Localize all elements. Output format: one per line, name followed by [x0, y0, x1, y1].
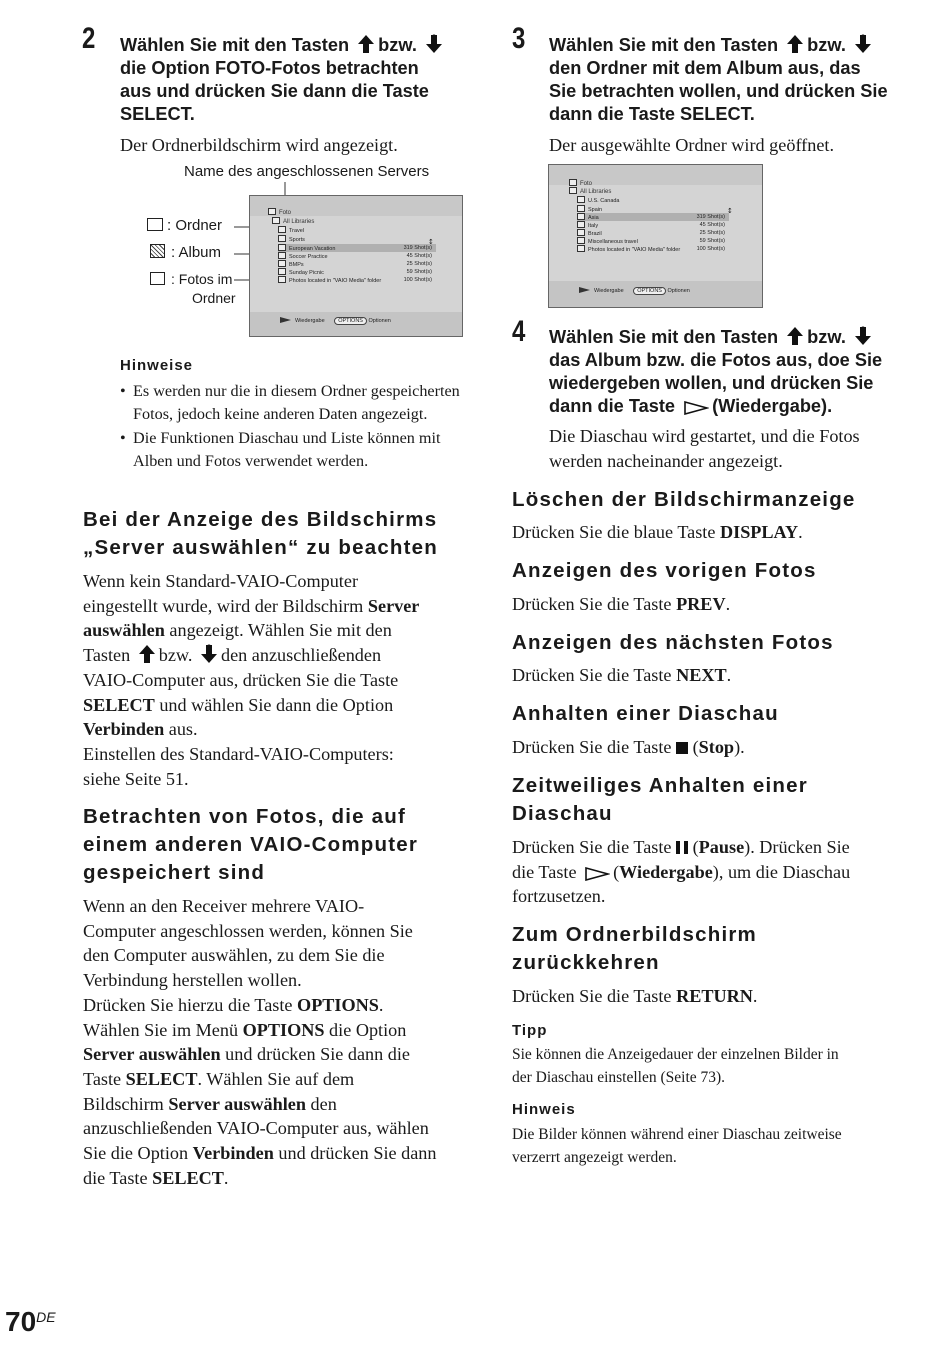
- text-line: Wählen Sie im Menü: [83, 1019, 239, 1040]
- keyword: OPTIONS: [297, 994, 379, 1015]
- heading-line: Bei der Anzeige des Bildschirms: [83, 508, 438, 531]
- row-label: Sports: [289, 237, 305, 243]
- text-line: die Taste: [512, 861, 577, 882]
- section-body: [512, 663, 731, 688]
- down-arrow-icon: [854, 34, 872, 54]
- options-label: Optionen: [667, 288, 690, 294]
- down-arrow-icon: [854, 326, 872, 346]
- photos-icon: [150, 272, 165, 285]
- pause-icon: [676, 841, 688, 854]
- text-line: den Computer auswählen, zu dem Sie die: [83, 945, 385, 966]
- album-icon: [577, 221, 585, 228]
- row-label: Photos located in "VAIO Media" folder: [588, 247, 681, 253]
- step-heading-text: aus und drücken Sie dann die Taste: [120, 81, 429, 101]
- screen-title: [268, 208, 291, 216]
- text-line: .: [798, 522, 803, 542]
- album-icon: [278, 244, 286, 251]
- list-item: [278, 260, 436, 268]
- text-line: aus.: [168, 719, 198, 740]
- keyword: Verbinden: [192, 1143, 274, 1164]
- row-label: Brazil: [588, 231, 602, 237]
- play-icon: [683, 401, 709, 415]
- notes-heading: Hinweise: [120, 357, 194, 374]
- text-line: Sie die Option: [83, 1143, 189, 1164]
- text-line: verzerrt angezeigt werden.: [512, 1149, 677, 1166]
- step-heading-text: die Option FOTO-Fotos betrachten: [120, 58, 419, 78]
- row-label: Soccer Practice: [289, 254, 328, 260]
- text-line: Die Diaschau wird gestartet, und die Fotos: [549, 426, 860, 446]
- text-line: Wenn kein Standard-VAIO-Computer: [83, 571, 358, 591]
- row-label: Italy: [588, 223, 599, 229]
- up-arrow-icon: [786, 326, 804, 346]
- section-heading: Löschen der Bildschirmanzeige: [512, 488, 856, 511]
- row-label: European Vacation: [289, 246, 336, 252]
- text-line: der Diaschau einstellen (Seite 73).: [512, 1069, 726, 1086]
- album-screen-preview: [548, 164, 763, 308]
- text-line: fortzusetzen.: [512, 886, 606, 907]
- heading-line: zurückkehren: [512, 951, 660, 974]
- play-icon: [280, 317, 291, 323]
- section-body: Drücken Sie die Taste (Stop).: [512, 737, 745, 757]
- folder-icon: [577, 196, 585, 203]
- list-item: [278, 244, 436, 252]
- legend-text: : Fotos im: [171, 271, 233, 287]
- page-number-value: 70: [5, 1306, 37, 1337]
- section-heading: Anhalten einer Diaschau: [512, 702, 779, 725]
- album-icon: [577, 237, 585, 244]
- note-text: [512, 1123, 902, 1169]
- up-arrow-icon: [138, 644, 156, 664]
- step-heading: [120, 34, 480, 126]
- text-line: eingestellt wurde, wird der Bildschirm: [83, 595, 364, 616]
- step-heading-text: dann die Taste: [549, 396, 675, 416]
- list-item: [577, 221, 729, 229]
- section-heading: Anzeigen des nächsten Fotos: [512, 631, 834, 654]
- step-heading-text: Wählen Sie mit den Tasten: [120, 35, 350, 55]
- folder-screen-preview: [249, 195, 463, 337]
- text-line: Drücken Sie hierzu die Taste: [83, 994, 293, 1015]
- down-arrow-icon: [425, 34, 443, 54]
- stop-icon: [676, 742, 688, 754]
- step-heading-text: Wählen Sie mit den Tasten: [549, 35, 779, 55]
- server-name-label: Name des angeschlossenen Servers: [184, 163, 430, 180]
- section-heading: [83, 506, 473, 562]
- text-line: und wählen Sie dann die Option: [159, 694, 394, 715]
- text-line: Drücken Sie die Taste: [512, 986, 672, 1006]
- row-count: 100 Shot(s): [403, 277, 432, 283]
- heading-line: „Server auswählen“ zu beachten: [83, 536, 439, 559]
- section-heading: [512, 921, 902, 977]
- album-icon: [150, 244, 165, 258]
- screen-title: [569, 179, 592, 187]
- text-line: .: [725, 594, 731, 614]
- heading-line: Zum Ordnerbildschirm: [512, 923, 757, 946]
- tip-text: [512, 1043, 902, 1089]
- folder-icon: [569, 187, 577, 194]
- step-body: Der Ordnerbildschirm wird angezeigt.: [120, 135, 398, 155]
- keyword: Pause: [698, 837, 745, 857]
- row-label: Spain: [588, 207, 603, 213]
- legend-text: : Album: [171, 244, 222, 261]
- note-heading: Hinweis: [512, 1101, 576, 1118]
- text-line: Drücken Sie die Taste: [512, 837, 672, 857]
- section-heading: [512, 772, 902, 828]
- folder-icon: [147, 218, 163, 231]
- text-line: die Option: [329, 1019, 407, 1040]
- text-line: die Taste: [83, 1167, 148, 1188]
- page-number-suffix: DE: [36, 1309, 56, 1325]
- keyword: RETURN: [676, 986, 753, 1006]
- step-heading-text: (Wiedergabe).: [712, 396, 833, 416]
- text-line: Drücken Sie die Taste: [512, 594, 672, 614]
- list-item: [278, 252, 436, 260]
- section-heading: [83, 803, 473, 887]
- row-label: U.S. Canada: [588, 198, 620, 204]
- list-item: [577, 237, 729, 245]
- keyword: PREV: [676, 594, 726, 614]
- legend-text: : Ordner: [167, 217, 223, 234]
- keyword: Verbinden: [83, 719, 165, 740]
- list-item: • Es werden nur die in diesem Ordner gespeicherten Fotos, jedoch keine anderen Daten angezeigt.: [120, 380, 465, 425]
- step-number: 3: [512, 22, 526, 55]
- text-line: Drücken Sie die Taste: [512, 737, 672, 757]
- up-arrow-icon: [786, 34, 804, 54]
- list-item: [278, 235, 436, 243]
- photos-icon: [278, 276, 286, 283]
- list-item: [577, 229, 729, 237]
- text-line: .: [752, 986, 758, 1006]
- row-label: Miscellaneous travel: [588, 239, 638, 245]
- screen-root-text: All Libraries: [580, 189, 612, 195]
- row-count: 59 Shot(s): [699, 238, 725, 244]
- screen-root: [569, 187, 611, 195]
- page-number: [5, 1306, 56, 1338]
- options-key: OPTIONS: [334, 317, 367, 325]
- row-label: Photos located in "VAIO Media" folder: [289, 278, 382, 284]
- keyword: NEXT: [676, 665, 727, 685]
- list-item: [278, 268, 436, 276]
- step-number: 4: [512, 315, 526, 348]
- section-body: Wenn an den Receiver mehrere VAIO- Computer angeschlossen werden, können Sie den Computer auswählen, zu dem Sie die Verbindung herstellen wollen. Drücken Sie hierzu die Taste OPTIONS. Wählen Sie im Menü OPTIONS die Option Server auswählen und drücken Sie dann die Taste SELECT. Wählen Sie auf dem Bildschirm Server auswählen den anzuschließenden VAIO-Computer aus, wählen Sie die Option Verbinden und drücken Sie dann die Taste SELECT.: [83, 894, 473, 1190]
- step-heading-text: Wählen Sie mit den Tasten: [549, 327, 779, 347]
- folder-icon: [577, 205, 585, 212]
- keyword: SELECT: [152, 1167, 224, 1188]
- row-count: 25 Shot(s): [699, 230, 725, 236]
- step-heading-text: bzw.: [807, 327, 846, 347]
- down-arrow-icon: [200, 644, 218, 664]
- text-line: VAIO-Computer aus, drücken Sie die Taste: [83, 669, 399, 690]
- step-heading-text: Sie betrachten wollen, und drücken Sie: [549, 81, 888, 101]
- list-item: [577, 213, 729, 221]
- keyword: SELECT: [125, 1068, 198, 1089]
- scroll-icon: ↕: [727, 207, 733, 215]
- list-item: [278, 276, 436, 284]
- step-heading-text: das Album bzw. die Fotos aus, doe Sie: [549, 350, 883, 370]
- list-item: [278, 226, 436, 234]
- folder-icon: [272, 217, 280, 224]
- screen-title-text: Foto: [279, 210, 292, 216]
- text-line: ).: [734, 737, 745, 757]
- list-item: [577, 205, 729, 213]
- screen-bottom-bar: [579, 287, 690, 295]
- note-text: Die Funktionen Diaschau und Liste können mit Alben und Fotos verwendet werden.: [133, 429, 441, 470]
- step-heading-text: bzw.: [378, 35, 417, 55]
- text-line: siehe Seite 51.: [83, 768, 189, 789]
- legend-album: [150, 244, 221, 261]
- keyword: Server auswählen: [83, 1044, 221, 1065]
- play-label: Wiedergabe: [295, 318, 325, 324]
- text-line: Einstellen des Standard-VAIO-Computers:: [83, 743, 394, 764]
- legend-folder: [147, 217, 222, 234]
- scroll-icon: ↕: [428, 238, 434, 246]
- text-line: .: [223, 1167, 229, 1188]
- text-line: angezeigt. Wählen Sie mit den: [169, 620, 392, 641]
- row-count: 45 Shot(s): [406, 253, 432, 259]
- album-icon: [278, 268, 286, 275]
- text-line: Verbindung herstellen wollen.: [83, 970, 302, 991]
- step-heading-text: den Ordner mit dem Album aus, das: [549, 58, 861, 78]
- step-heading-text: bzw.: [807, 35, 846, 55]
- photo-icon: [569, 179, 577, 186]
- row-label: Asia: [588, 215, 599, 221]
- text-line: Bildschirm: [83, 1093, 164, 1114]
- text-line: Computer angeschlossen werden, können Sie: [83, 920, 413, 941]
- row-count: 59 Shot(s): [406, 269, 432, 275]
- row-count: 319 Shot(s): [403, 245, 432, 251]
- options-key: OPTIONS: [633, 287, 666, 295]
- list-item: [577, 245, 729, 253]
- heading-line: gespeichert sind: [83, 861, 266, 884]
- row-count: 319 Shot(s): [696, 214, 725, 220]
- keyword: OPTIONS: [242, 1019, 325, 1040]
- album-icon: [577, 229, 585, 236]
- album-icon: [577, 213, 585, 220]
- album-icon: [278, 252, 286, 259]
- text-line: Tasten: [83, 645, 131, 666]
- list-item: [577, 196, 729, 204]
- text-line: und drücken Sie dann: [278, 1143, 437, 1164]
- text-line: und drücken Sie dann die: [225, 1044, 410, 1065]
- text-line: den anzuschließenden: [220, 645, 382, 666]
- text-line: .: [726, 665, 732, 685]
- step-heading-text: SELECT.: [120, 104, 195, 124]
- section-body: [512, 592, 730, 617]
- up-arrow-icon: [357, 34, 375, 54]
- play-label: Wiedergabe: [594, 288, 624, 294]
- section-body: [512, 520, 803, 545]
- row-label: BMPs: [289, 262, 304, 268]
- row-count: 45 Shot(s): [699, 222, 725, 228]
- text-line: den: [310, 1093, 337, 1114]
- album-icon: [278, 260, 286, 267]
- screen-root-text: All Libraries: [283, 219, 315, 225]
- text-line: ). Drücken Sie: [744, 837, 850, 857]
- text-line: Wenn an den Receiver mehrere VAIO-: [83, 896, 365, 916]
- keyword: auswählen: [83, 620, 165, 641]
- screen-title-text: Foto: [580, 181, 593, 187]
- step-heading-text: dann die Taste SELECT.: [549, 104, 755, 124]
- text-line: Die Bilder können während einer Diaschau zeitweise: [512, 1126, 842, 1143]
- text-line: Taste: [83, 1068, 122, 1089]
- row-count: 100 Shot(s): [696, 246, 725, 252]
- legend-photos: [150, 270, 236, 308]
- legend-text: Ordner: [192, 290, 236, 306]
- text-line: ), um die Diaschau: [712, 861, 851, 882]
- section-body: [83, 569, 473, 791]
- heading-line: einem anderen VAIO-Computer: [83, 833, 419, 856]
- play-icon: [579, 287, 590, 293]
- notes-list: [120, 380, 465, 472]
- section-heading: Anzeigen des vorigen Fotos: [512, 559, 817, 582]
- step-number: 2: [82, 22, 96, 55]
- keyword: SELECT: [83, 694, 155, 715]
- section-body: [512, 984, 757, 1009]
- screen-root: [272, 217, 314, 225]
- row-count: 25 Shot(s): [406, 261, 432, 267]
- folder-icon: [278, 235, 286, 242]
- step-heading: [549, 34, 909, 126]
- keyword: Wiedergabe: [619, 861, 713, 882]
- step-heading-text: wiedergeben wollen, und drücken Sie: [549, 373, 874, 393]
- row-label: Travel: [289, 228, 305, 234]
- text-line: werden nacheinander angezeigt.: [549, 450, 783, 471]
- text-line: Drücken Sie die blaue Taste: [512, 522, 716, 542]
- list-item: • Die Funktionen Diaschau und Liste können mit Alben und Fotos verwendet werden.: [120, 427, 465, 472]
- folder-icon: [278, 226, 286, 233]
- step-body: [549, 424, 909, 473]
- photo-icon: [268, 208, 276, 215]
- row-label: Sunday Picnic: [289, 270, 324, 276]
- text-line: anzuschließenden VAIO-Computer aus, wählen: [83, 1118, 429, 1139]
- section-body: Drücken Sie die Taste (Pause). Drücken Sie die Taste (Wiedergabe), um die Diaschau fortzusetzen.: [512, 835, 902, 909]
- text-line: bzw.: [158, 645, 193, 666]
- text-line: Drücken Sie die Taste: [512, 665, 672, 685]
- keyword: Stop: [698, 737, 735, 757]
- photos-icon: [577, 245, 585, 252]
- heading-line: Diaschau: [512, 802, 613, 825]
- screen-bottom-bar: [280, 317, 391, 325]
- play-icon: [584, 867, 610, 881]
- note-text: Es werden nur die in diesem Ordner gespeicherten Fotos, jedoch keine anderen Daten angezeigt.: [133, 382, 460, 423]
- keyword: Server: [367, 595, 420, 616]
- keyword: DISPLAY: [719, 522, 799, 542]
- text-line: . Wählen Sie auf dem: [197, 1068, 355, 1089]
- step-heading: [549, 326, 909, 418]
- tip-heading: Tipp: [512, 1022, 548, 1039]
- step-body: Der ausgewählte Ordner wird geöffnet.: [549, 135, 834, 155]
- heading-line: Betrachten von Fotos, die auf: [83, 805, 406, 828]
- text-line: Sie können die Anzeigedauer der einzelnen Bilder in: [512, 1046, 839, 1063]
- keyword: Server auswählen: [168, 1093, 306, 1114]
- options-label: Optionen: [368, 318, 391, 324]
- heading-line: Zeitweiliges Anhalten einer: [512, 774, 808, 797]
